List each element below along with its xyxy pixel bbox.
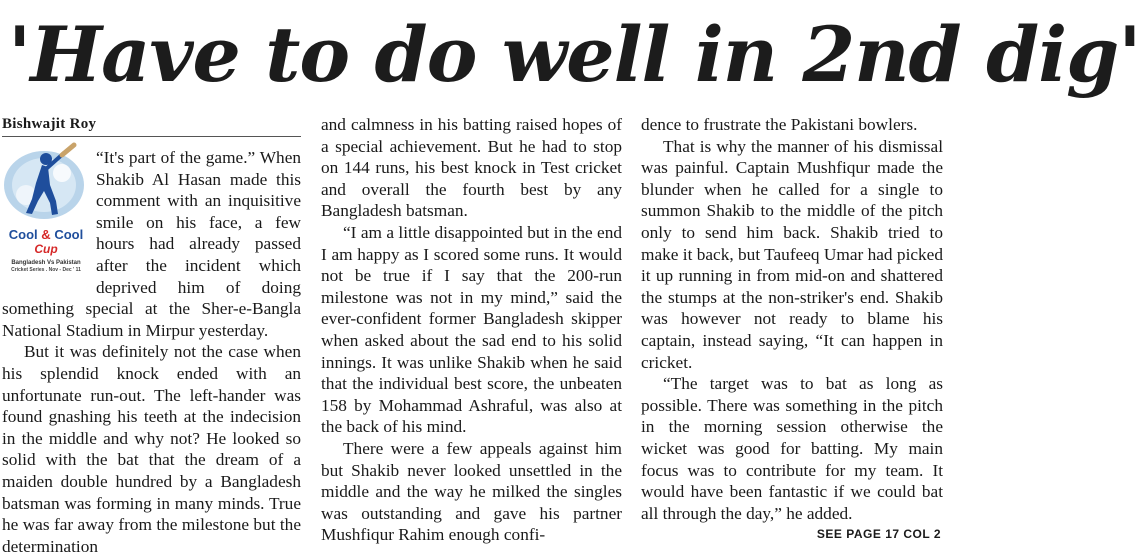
paragraph-6: “The target was to bat as long as possible. There was something in the pitch in the morning session otherwise the wicket was good for batting. My main focus was to contribute for my team. It would have been fantastic if we could bat all through the day,” he added. <box>641 374 943 523</box>
paragraph-1: “It's part of the game.” When Shakib Al Hasan made this comment with an inquisitive smile on his face, a few hours had already passed after the incident which deprived him of doing something special at the Sher-e-Bangla National Stadium in Mirpur yesterday. <box>2 148 301 340</box>
paragraph-2: But it was definitely not the case when his splendid knock ended with an unfortunate run-out. The left-hander was found gnashing his teeth at the indecision in the middle and why not? He looked so solid with the bat that the dream of a maiden double hundred by a Bangladesh batsman was forming in many minds. True he was far away from the milestone but the determination <box>2 342 301 556</box>
logo-brand-text: Cool & Cool <box>8 227 84 242</box>
paragraph-3: “I am a little disappointed but in the end I am happy as I scored some runs. It would not be true if I say that the 200-run milestone was not in my mind,” said the ever-confident former Bangladesh skipper when asked about the sad end to his solid innings. It was unlike Shakib when he said that the individual best score, the unbeaten 158 by Mohammad Ashraful, was also at the back of his mind. <box>321 222 622 437</box>
headline: 'Have to do well in 2nd dig' <box>8 10 1141 99</box>
paragraph-2-continued: and calmness in his batting raised hopes of a special achievement. But he had to stop on 144 runs, his best knock in Test cricket and overall the fourth best by any Bangladesh batsman. <box>321 115 622 221</box>
logo-series-text: Bangladesh Vs Pakistan <box>11 260 81 266</box>
column-2 <box>321 114 622 546</box>
column-3 <box>641 114 943 524</box>
paragraph-4: There were a few appeals against him but Shakib never looked unsettled in the middle and the way he milked the singles was outstanding and gave his partner Mushfiqur Rahim enough confi- <box>321 438 622 545</box>
cool-and-cool-cup-logo <box>2 147 90 275</box>
logo-cup-text: Cup <box>34 242 58 256</box>
logo-dates-text: Cricket Series . Nov - Dec ' 11 <box>11 267 81 273</box>
paragraph-5: That is why the manner of his dismissal was painful. Captain Mushfiqur made the blunder when he called for a single to summon Shakib to the middle of the pitch only to send him back. Shakib tried to make it back, but Taufeeq Umar had picked it up running in from mid-on and shattered the stumps at the non-striker's end. Shakib was however not ready to blame his captain, instead saying, “It can happen in cricket. <box>641 136 943 372</box>
continuation-link[interactable]: SEE PAGE 17 COL 2 <box>816 527 941 541</box>
byline: Bishwajit Roy <box>2 114 301 137</box>
paragraph-4-continued: dence to frustrate the Pakistani bowlers. <box>641 115 918 134</box>
column-1 <box>2 114 301 557</box>
